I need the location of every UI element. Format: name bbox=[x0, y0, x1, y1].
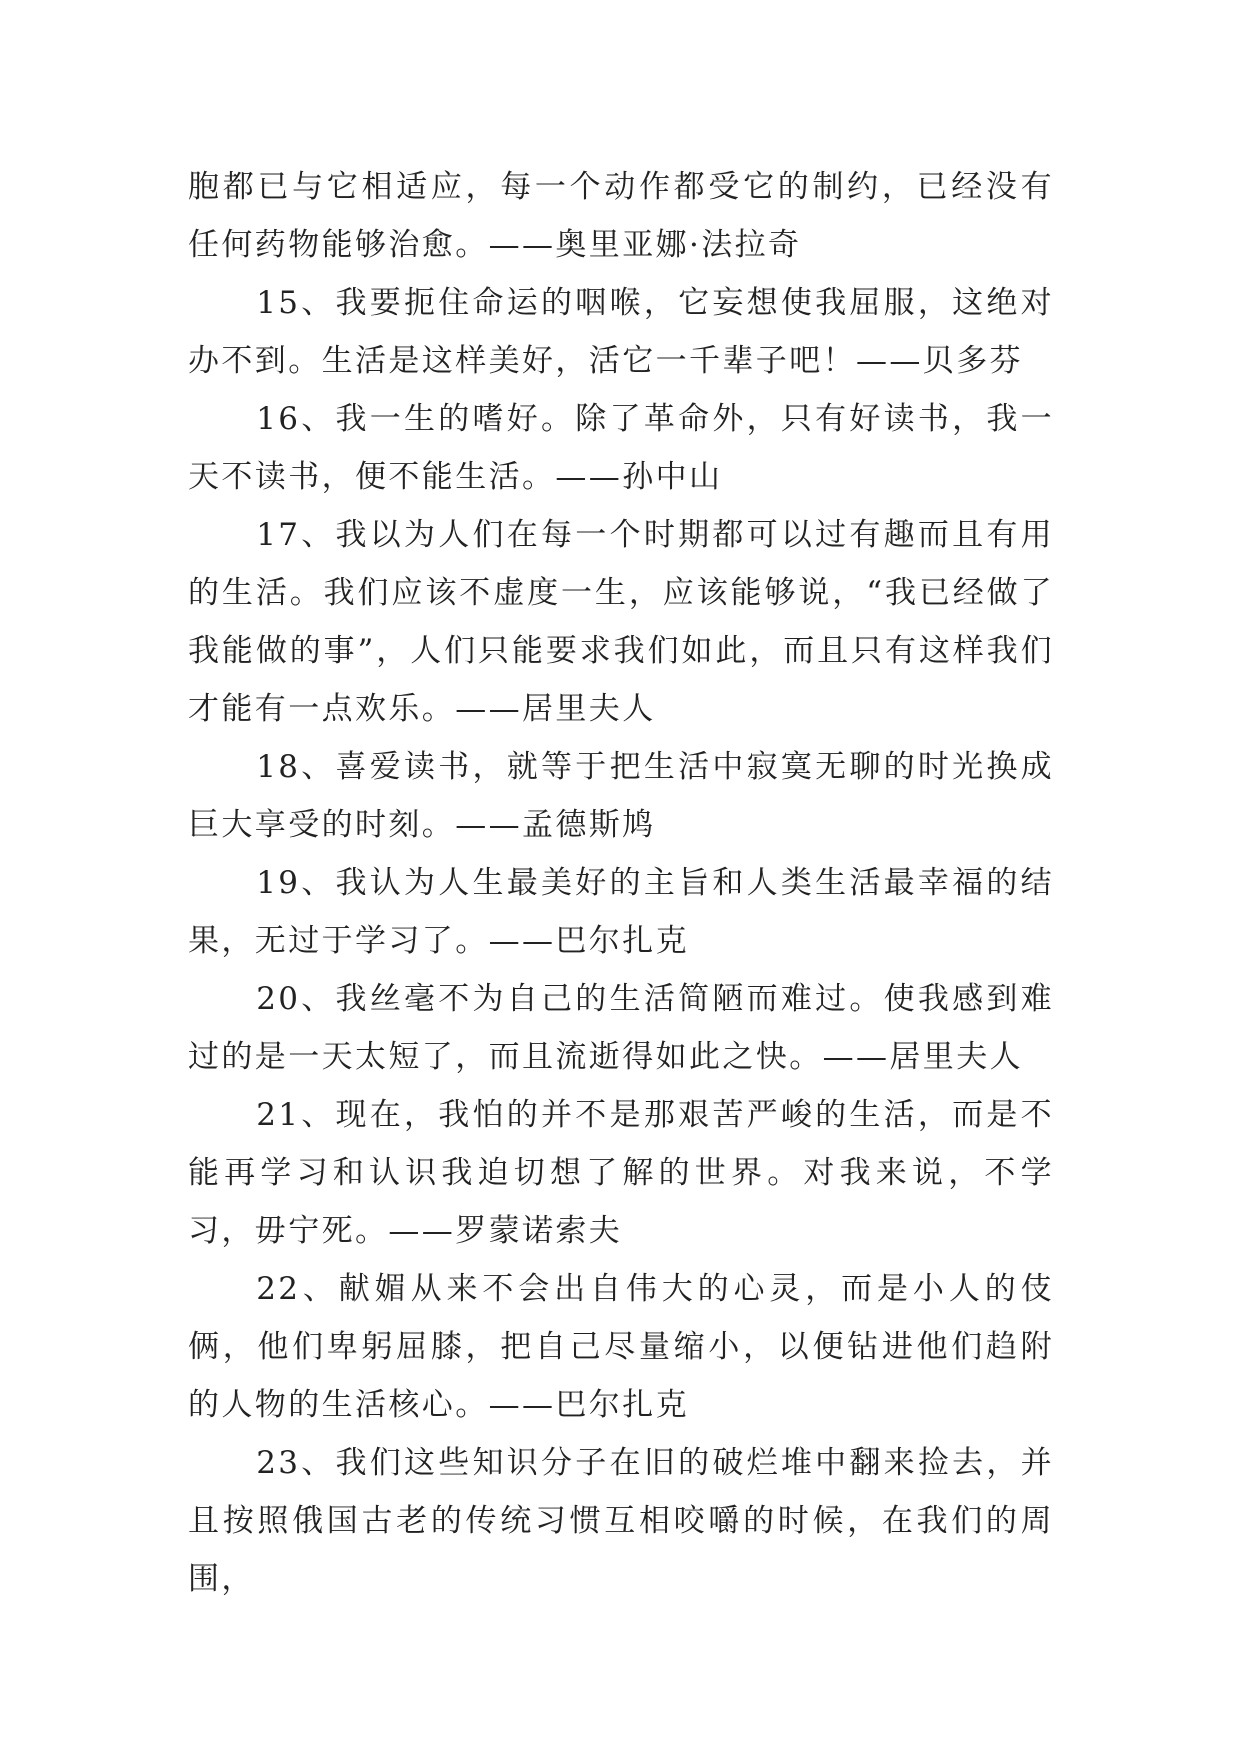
quote-paragraph-18: 18、喜爱读书，就等于把生活中寂寞无聊的时光换成巨大享受的时刻。——孟德斯鸠 bbox=[188, 749, 1054, 843]
quote-paragraph-22: 22、献媚从来不会出自伟大的心灵，而是小人的伎俩，他们卑躬屈膝，把自己尽量缩小，以便钻进他们趋附的人物的生活核心。——巴尔扎克 bbox=[188, 1271, 1054, 1423]
quote-paragraph-23: 23、我们这些知识分子在旧的破烂堆中翻来捡去，并且按照俄国古老的传统习惯互相咬嚼的时候，在我们的周围， bbox=[188, 1445, 1054, 1597]
quote-paragraph-15: 15、我要扼住命运的咽喉，它妄想使我屈服，这绝对办不到。生活是这样美好，活它一千辈子吧！——贝多芬 bbox=[188, 285, 1054, 379]
quote-paragraph-continued: 胞都已与它相适应，每一个动作都受它的制约，已经没有任何药物能够治愈。——奥里亚娜·法拉奇 bbox=[188, 169, 1054, 263]
quote-paragraph-21: 21、现在，我怕的并不是那艰苦严峻的生活，而是不能再学习和认识我迫切想了解的世界。对我来说，不学习，毋宁死。——罗蒙诺索夫 bbox=[188, 1097, 1054, 1249]
quote-paragraph-19: 19、我认为人生最美好的主旨和人类生活最幸福的结果，无过于学习了。——巴尔扎克 bbox=[188, 865, 1054, 959]
quote-paragraph-20: 20、我丝毫不为自己的生活简陋而难过。使我感到难过的是一天太短了，而且流逝得如此之快。——居里夫人 bbox=[188, 981, 1054, 1075]
quote-paragraph-16: 16、我一生的嗜好。除了革命外，只有好读书，我一天不读书，便不能生活。——孙中山 bbox=[188, 401, 1054, 495]
quote-paragraph-17: 17、我以为人们在每一个时期都可以过有趣而且有用的生活。我们应该不虚度一生，应该能够说，“我已经做了我能做的事”，人们只能要求我们如此，而且只有这样我们才能有一点欢乐。——居里夫人 bbox=[188, 517, 1054, 727]
quote-text-block bbox=[188, 158, 1054, 1608]
